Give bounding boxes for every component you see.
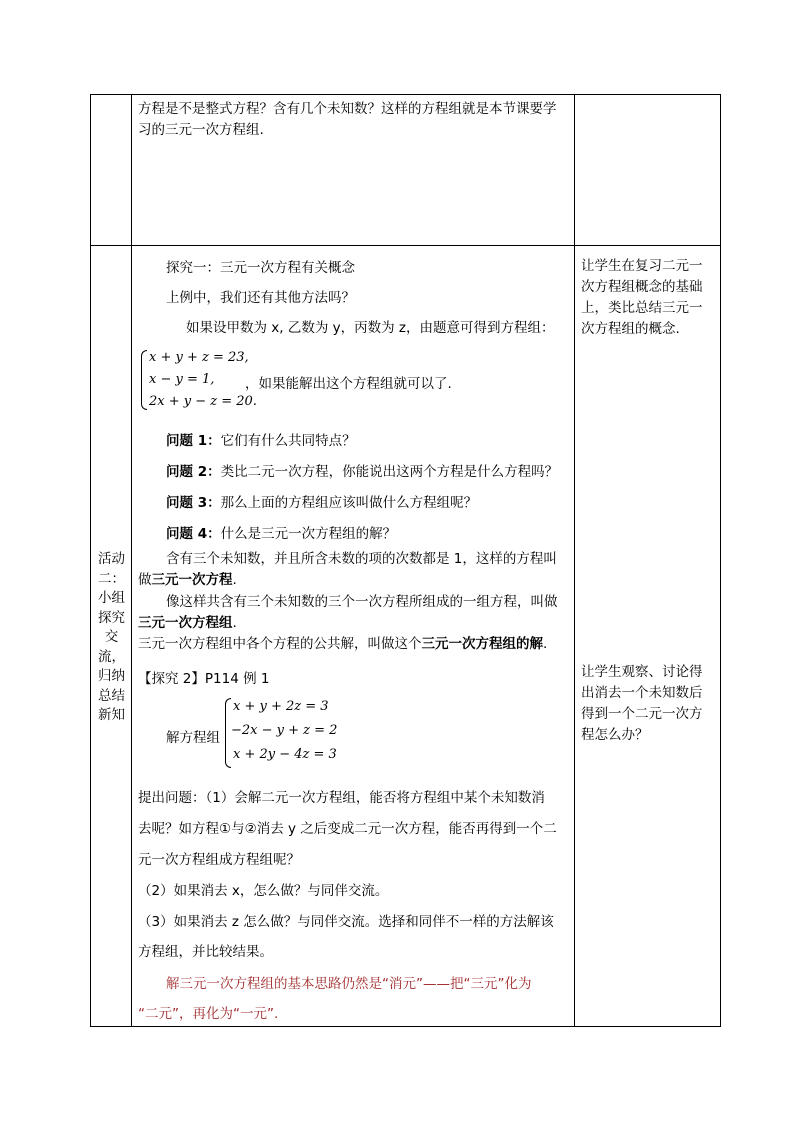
- summary-cont: “二元”，再化为“一元”.: [138, 1006, 279, 1022]
- teaching-note-1: 让学生在复习二元一次方程组概念的基础上，类比总结三元一次方程组的概念.: [581, 258, 703, 337]
- activity-cell-empty: [91, 95, 132, 246]
- content-cell: [132, 246, 575, 1027]
- problem-1-cont: 元一次方程组成方程组呢？: [138, 852, 300, 868]
- question-2: 问题 2：类比二元一次方程，你能说出这两个方程是什么方程吗？: [166, 464, 559, 480]
- activity-label: 活动 二： 小组 探究 交 流， 归纳 总结 新知: [98, 551, 125, 723]
- equation: x + 2y − 4z = 3: [233, 747, 337, 762]
- equation: x + y + z = 23,: [149, 350, 249, 365]
- equation: x − y = 1,: [149, 372, 215, 387]
- problem-3-cont: 方程组，并比较结果。: [138, 944, 273, 960]
- definition-1-cont: 做三元一次方程.: [138, 572, 237, 588]
- equation: x + y + 2z = 3: [233, 699, 329, 714]
- equation: −2x − y + z = 2: [231, 723, 338, 738]
- question-4: 问题 4：什么是三元一次方程组的解？: [166, 526, 397, 542]
- definition-3: 三元一次方程组中各个方程的公共解，叫做这个三元一次方程组的解.: [138, 636, 548, 652]
- brace-icon: [141, 350, 147, 410]
- problem-2: （2）如果消去 x，怎么做？与同伴交流。: [138, 883, 389, 899]
- teaching-note-2: 让学生观察、讨论得出消去一个未知数后得到一个二元一次方程怎么办？: [581, 664, 703, 743]
- content-cell: [132, 95, 575, 246]
- note-cell-empty: [575, 95, 721, 246]
- explore-content: [132, 246, 574, 1026]
- lesson-plan-table: [90, 94, 721, 1027]
- question-3: 问题 3：那么上面的方程组应该叫做什么方程组呢？: [166, 495, 478, 511]
- problem-3: （3）如果消去 z 怎么做？与同伴交流。选择和同伴不一样的方法解该: [138, 914, 554, 930]
- question-1: 问题 1：它们有什么共同特点？: [166, 433, 356, 449]
- explore1-heading: 探究一：三元一次方程有关概念: [166, 260, 355, 276]
- solve-label: 解方程组: [166, 730, 220, 746]
- table-row: [91, 246, 721, 1027]
- explore2-heading: 【探究 2】P114 例 1: [138, 671, 270, 687]
- explore1-line1: 上例中，我们还有其他方法吗？: [166, 290, 355, 306]
- summary: 解三元一次方程组的基本思路仍然是“消元”——把“三元”化为: [166, 976, 532, 992]
- definition-2-cont: 三元一次方程组.: [138, 615, 237, 631]
- definition-2: 像这样共含有三个未知数的三个一次方程所组成的一组方程，叫做: [166, 594, 558, 610]
- equation: 2x + y − z = 20.: [149, 394, 257, 409]
- activity-cell: [91, 246, 132, 1027]
- note-cell: [575, 246, 721, 1027]
- intro-text: 方程是不是整式方程？含有几个未知数？这样的方程组就是本节课要学习的三元一次方程组.: [138, 101, 557, 138]
- system-note: ，如果能解出这个方程组就可以了.: [245, 376, 452, 392]
- problem-1-cont: 去呢？如方程①与②消去 y 之后变成二元一次方程，能否再得到一个二: [138, 821, 557, 837]
- definition-1: 含有三个未知数，并且所含未数的项的次数都是 1，这样的方程叫: [166, 551, 557, 567]
- explore1-setup: 如果设甲数为 x, 乙数为 y，丙数为 z，由题意可得到方程组：: [186, 320, 555, 336]
- table-row: [91, 95, 721, 246]
- problem-1: 提出问题：（1）会解二元一次方程组，能否将方程组中某个未知数消: [138, 790, 545, 806]
